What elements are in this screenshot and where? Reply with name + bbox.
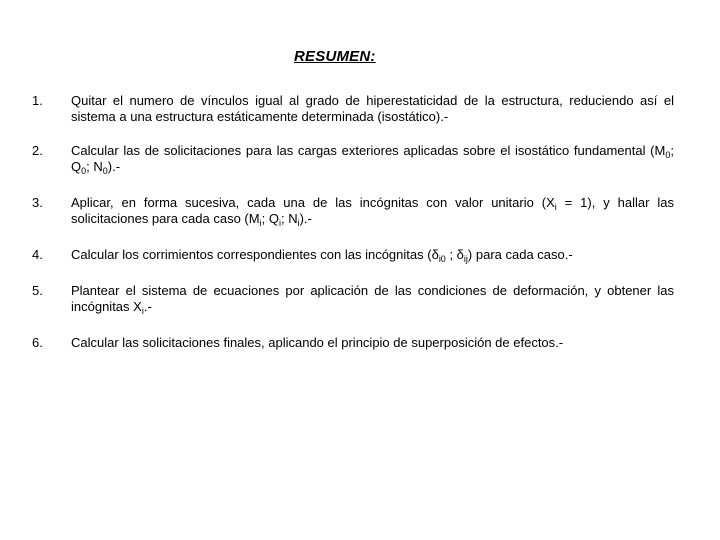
item-text: Calcular los corrimientos correspondientes con las incógnitas ($\delta_{i0}$ ; $\delta_{ij}$) para cada caso.- (71, 247, 573, 264)
list-item-1 (32, 93, 674, 125)
list-item-6 (32, 335, 674, 351)
item-number: 3. (32, 195, 43, 210)
list-item-3 (32, 195, 674, 227)
list-item-5 (32, 283, 674, 315)
item-number: 5. (32, 283, 43, 298)
page-title: RESUMEN: (294, 48, 376, 65)
list-item-4 (32, 247, 674, 263)
list-item-2 (32, 143, 674, 175)
item-text: Quitar el numero de vínculos igual al grado de hiperestaticidad de la estructura, reduciendo así el sistema a una estructura estáticamente determinada (isostático).- (71, 93, 674, 124)
item-text: Calcular las de solicitaciones para las cargas exteriores aplicadas sobre el isostático fundamental ($M_0$; $Q_0$; $N_0).-$ (71, 143, 674, 176)
item-number: 4. (32, 247, 43, 262)
item-text: Calcular las solicitaciones finales, aplicando el principio de superposición de efectos.- (71, 335, 564, 350)
item-text: Plantear el sistema de ecuaciones por aplicación de las condiciones de deformación, y obtener las incógnitas $X_i.-$ (71, 283, 674, 316)
item-number: 6. (32, 335, 43, 350)
item-number: 2. (32, 143, 43, 158)
item-number: 1. (32, 93, 43, 108)
summary-list (32, 93, 674, 351)
item-text: Aplicar, en forma sucesiva, cada una de las incógnitas con valor unitario $(X_i = 1)$, y hallar las solicitaciones para cada caso ($M_i$; $Q_i$; $N_i).-$ (71, 195, 674, 228)
